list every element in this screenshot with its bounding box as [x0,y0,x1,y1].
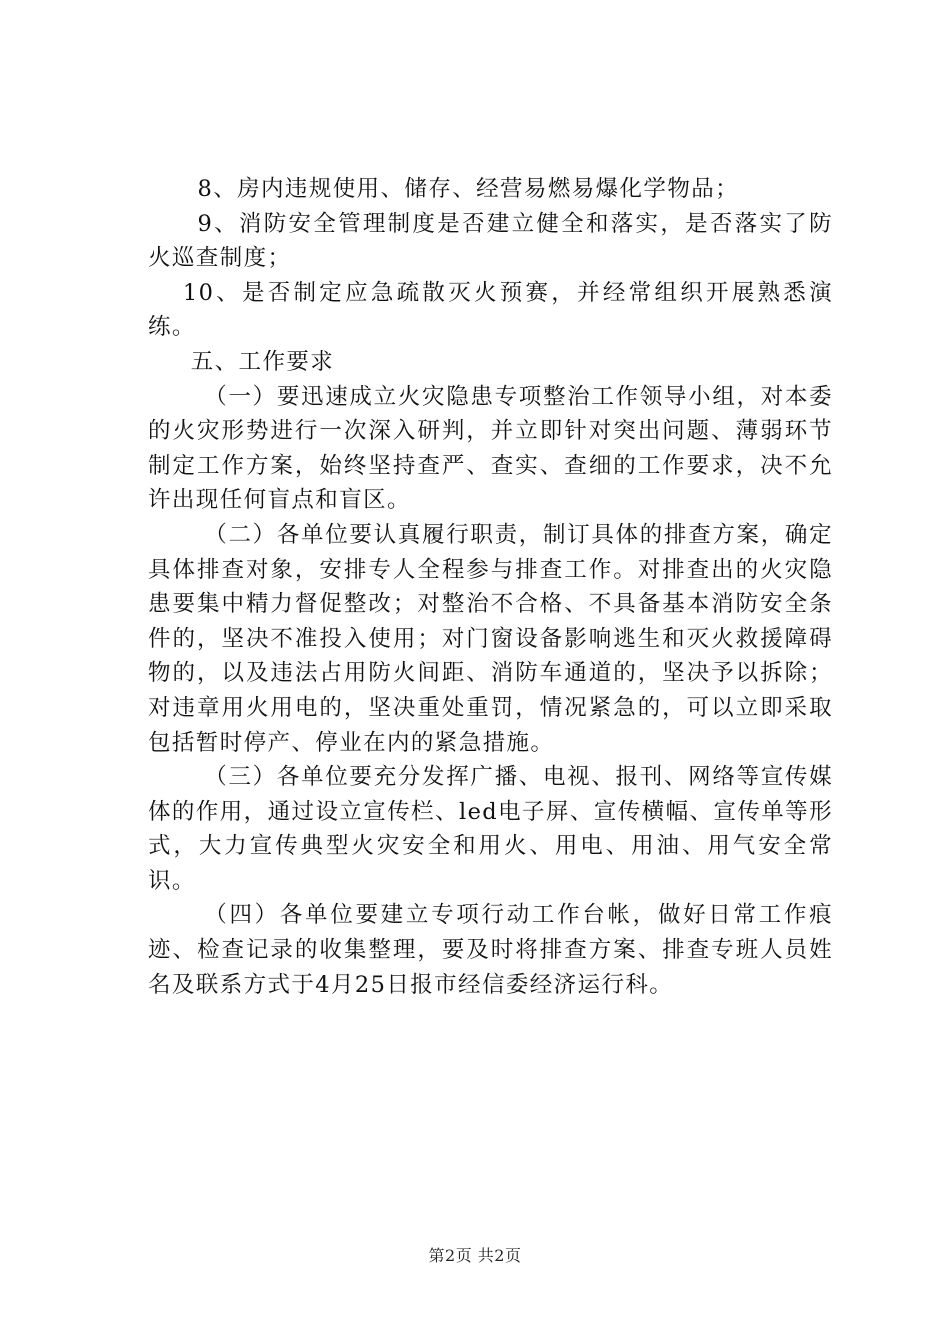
paragraph-requirement-3: （三）各单位要充分发挥广播、电视、报刊、网络等宣传媒体的作用，通过设立宣传栏、led电子屏、宣传横幅、宣传单等形式，大力宣传典型火灾安全和用火、用电、用油、用气安全常识。 [148,764,833,894]
page-number-footer: 第2页 共2页 [428,1246,522,1265]
paragraph-item-10: 10、是否制定应急疏散灭火预赛，并经常组织开展熟悉演练。 [148,279,833,341]
document-body [148,172,833,1002]
paragraph-item-8: 8、房内违规使用、储存、经营易燃易爆化学物品； [197,176,740,202]
paragraph-item-9: 9、消防安全管理制度是否建立健全和落实，是否落实了防火巡查制度； [148,210,833,272]
section-heading-requirements: 五、工作要求 [190,348,335,375]
paragraph-requirement-1: （一）要迅速成立火灾隐患专项整治工作领导小组，对本委的火灾形势进行一次深入研判，并立即针对突出问题、薄弱环节制定工作方案，始终坚持查严、查实、查细的工作要求，决不允许出现任何盲点和盲区。 [148,383,833,514]
paragraph-requirement-4: （四）各单位要建立专项行动工作台帐，做好日常工作痕迹、检查记录的收集整理，要及时将排查方案、排查专班人员姓名及联系方式于4月25日报市经信委经济运行科。 [148,902,833,998]
paragraph-requirement-2: （二）各单位要认真履行职责，制订具体的排查方案，确定具体排查对象，安排专人全程参与排查工作。对排查出的火灾隐患要集中精力督促整改；对整治不合格、不具备基本消防安全条件的，坚决不准投入使用；对门窗设备影响逃生和灭火救援障碍物的，以及违法占用防火间距、消防车通道的，坚决予以拆除；对违章用火用电的，坚决重处重罚，情况紧急的，可以立即采取包括暂时停产、停业在内的紧急措施。 [148,521,833,756]
